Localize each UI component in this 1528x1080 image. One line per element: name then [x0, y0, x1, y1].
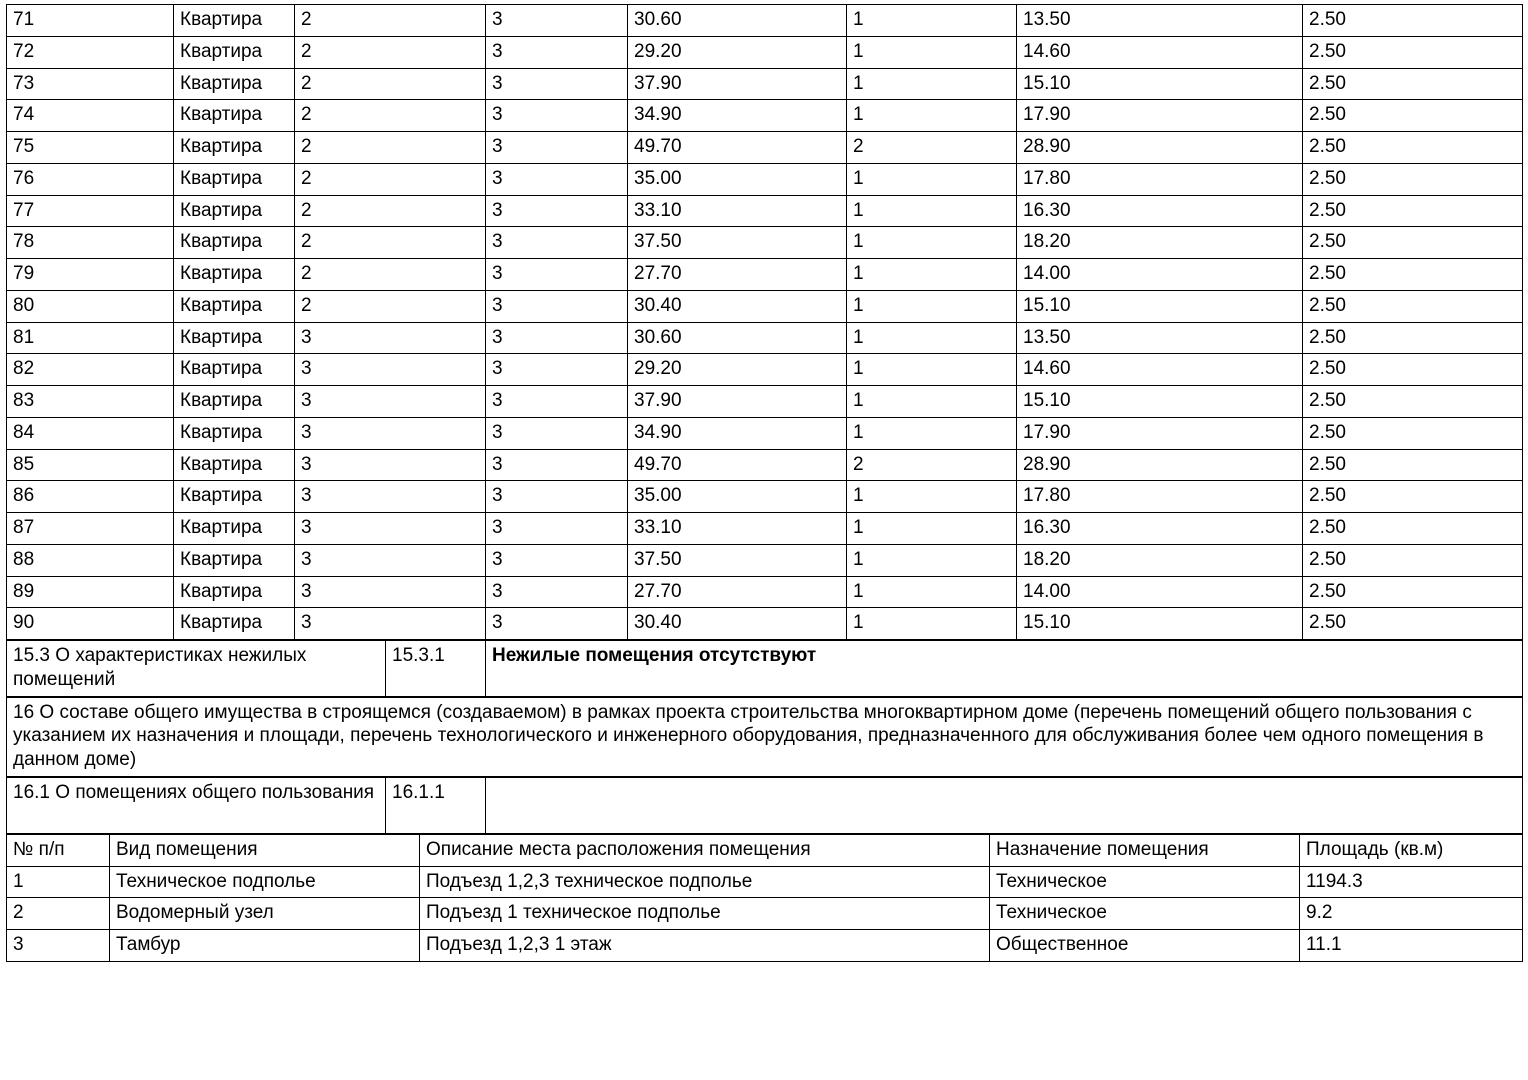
apartment-cell-floor: 3 — [486, 290, 628, 322]
apartment-cell-floor: 3 — [486, 576, 628, 608]
premise-cell-location: Подъезд 1,2,3 1 этаж — [420, 930, 990, 962]
apartment-cell-area_living: 18.20 — [1017, 544, 1303, 576]
common-premises-table — [6, 834, 1523, 962]
apartment-cell-floor: 3 — [486, 449, 628, 481]
apartment-cell-section: 3 — [295, 608, 486, 640]
apartment-cell-floor: 3 — [486, 417, 628, 449]
apartment-cell-area_living: 17.80 — [1017, 163, 1303, 195]
table-row — [7, 449, 1523, 481]
section-15-3-number: 15.3.1 — [386, 641, 486, 697]
apartment-cell-section: 2 — [295, 290, 486, 322]
apartment-cell-area_total: 37.90 — [628, 386, 847, 418]
apartment-cell-num: 75 — [7, 132, 174, 164]
apartment-cell-section: 2 — [295, 259, 486, 291]
apartment-cell-area_total: 30.60 — [628, 5, 847, 37]
col-header-location: Описание места расположения помещения — [420, 834, 990, 866]
apartment-cell-ceiling: 2.50 — [1303, 290, 1523, 322]
apartment-cell-rooms: 1 — [847, 354, 1017, 386]
section-15-3-table — [6, 640, 1523, 697]
col-header-num: № п/п — [7, 834, 110, 866]
premise-cell-area: 1194.3 — [1300, 866, 1523, 898]
apartment-cell-area_living: 17.90 — [1017, 100, 1303, 132]
apartment-cell-floor: 3 — [486, 322, 628, 354]
apartment-cell-ceiling: 2.50 — [1303, 576, 1523, 608]
table-row — [7, 481, 1523, 513]
apartment-cell-ceiling: 2.50 — [1303, 354, 1523, 386]
apartment-cell-num: 83 — [7, 386, 174, 418]
apartment-cell-area_total: 29.20 — [628, 36, 847, 68]
apartment-cell-area_living: 18.20 — [1017, 227, 1303, 259]
apartment-cell-type: Квартира — [174, 227, 295, 259]
apartment-cell-ceiling: 2.50 — [1303, 132, 1523, 164]
apartment-cell-section: 3 — [295, 354, 486, 386]
table-row — [7, 36, 1523, 68]
apartment-cell-num: 81 — [7, 322, 174, 354]
apartment-cell-area_total: 29.20 — [628, 354, 847, 386]
apartment-cell-ceiling: 2.50 — [1303, 195, 1523, 227]
apartment-cell-floor: 3 — [486, 481, 628, 513]
table-row — [7, 195, 1523, 227]
apartment-cell-type: Квартира — [174, 36, 295, 68]
apartment-cell-area_total: 49.70 — [628, 132, 847, 164]
apartment-cell-ceiling: 2.50 — [1303, 513, 1523, 545]
apartment-cell-floor: 3 — [486, 195, 628, 227]
apartment-cell-floor: 3 — [486, 608, 628, 640]
apartment-cell-type: Квартира — [174, 5, 295, 37]
apartment-cell-type: Квартира — [174, 481, 295, 513]
apartment-cell-type: Квартира — [174, 386, 295, 418]
apartment-cell-floor: 3 — [486, 513, 628, 545]
apartment-cell-rooms: 1 — [847, 290, 1017, 322]
apartment-cell-section: 3 — [295, 417, 486, 449]
apartment-cell-area_living: 14.00 — [1017, 259, 1303, 291]
apartment-cell-rooms: 1 — [847, 576, 1017, 608]
apartment-cell-area_total: 49.70 — [628, 449, 847, 481]
apartment-cell-area_total: 27.70 — [628, 259, 847, 291]
table-row — [7, 608, 1523, 640]
table-row — [7, 5, 1523, 37]
apartment-cell-section: 3 — [295, 481, 486, 513]
apartment-cell-ceiling: 2.50 — [1303, 5, 1523, 37]
apartment-cell-num: 90 — [7, 608, 174, 640]
apartment-cell-section: 2 — [295, 163, 486, 195]
apartment-cell-area_living: 14.60 — [1017, 36, 1303, 68]
table-row — [7, 68, 1523, 100]
apartment-cell-ceiling: 2.50 — [1303, 608, 1523, 640]
apartment-cell-num: 86 — [7, 481, 174, 513]
apartment-cell-section: 2 — [295, 5, 486, 37]
apartment-cell-ceiling: 2.50 — [1303, 386, 1523, 418]
apartment-cell-section: 3 — [295, 544, 486, 576]
apartment-cell-area_living: 15.10 — [1017, 290, 1303, 322]
apartment-cell-type: Квартира — [174, 449, 295, 481]
table-row — [7, 417, 1523, 449]
apartment-cell-num: 82 — [7, 354, 174, 386]
apartment-cell-type: Квартира — [174, 259, 295, 291]
premise-cell-purpose: Общественное — [990, 930, 1300, 962]
table-row — [7, 386, 1523, 418]
apartment-cell-num: 88 — [7, 544, 174, 576]
apartment-cell-floor: 3 — [486, 544, 628, 576]
apartment-cell-area_living: 14.60 — [1017, 354, 1303, 386]
apartment-cell-section: 2 — [295, 68, 486, 100]
apartment-cell-floor: 3 — [486, 36, 628, 68]
col-header-area: Площадь (кв.м) — [1300, 834, 1523, 866]
section-15-3-label: 15.3 О характеристиках нежилых помещений — [7, 641, 386, 697]
apartment-cell-area_living: 13.50 — [1017, 322, 1303, 354]
apartment-cell-ceiling: 2.50 — [1303, 100, 1523, 132]
table-row — [7, 227, 1523, 259]
apartment-cell-ceiling: 2.50 — [1303, 36, 1523, 68]
apartment-cell-area_total: 34.90 — [628, 417, 847, 449]
apartment-cell-area_living: 15.10 — [1017, 386, 1303, 418]
apartment-cell-rooms: 1 — [847, 608, 1017, 640]
apartment-cell-area_living: 17.90 — [1017, 417, 1303, 449]
common-premises-header-row — [7, 834, 1523, 866]
apartment-cell-section: 3 — [295, 576, 486, 608]
apartment-cell-area_living: 28.90 — [1017, 449, 1303, 481]
apartment-cell-rooms: 1 — [847, 417, 1017, 449]
premise-cell-location: Подъезд 1,2,3 техническое подполье — [420, 866, 990, 898]
table-row — [7, 322, 1523, 354]
table-row — [7, 513, 1523, 545]
apartment-cell-type: Квартира — [174, 68, 295, 100]
apartment-cell-rooms: 1 — [847, 195, 1017, 227]
apartment-cell-rooms: 1 — [847, 322, 1017, 354]
apartment-cell-section: 2 — [295, 100, 486, 132]
apartment-cell-type: Квартира — [174, 354, 295, 386]
section-16-1-label: 16.1 О помещениях общего пользования — [7, 777, 386, 833]
common-premises-rows — [7, 866, 1523, 961]
apartment-cell-type: Квартира — [174, 322, 295, 354]
apartment-cell-area_total: 35.00 — [628, 481, 847, 513]
apartment-cell-type: Квартира — [174, 608, 295, 640]
apartment-cell-area_living: 28.90 — [1017, 132, 1303, 164]
apartment-cell-floor: 3 — [486, 5, 628, 37]
apartment-cell-area_living: 15.10 — [1017, 68, 1303, 100]
section-16-1-table — [6, 777, 1523, 834]
apartment-cell-area_total: 30.40 — [628, 290, 847, 322]
apartment-cell-area_living: 15.10 — [1017, 608, 1303, 640]
apartment-cell-area_total: 37.50 — [628, 544, 847, 576]
apartment-cell-area_total: 27.70 — [628, 576, 847, 608]
apartment-cell-num: 78 — [7, 227, 174, 259]
apartment-cell-type: Квартира — [174, 195, 295, 227]
col-header-type: Вид помещения — [110, 834, 420, 866]
apartment-cell-section: 2 — [295, 132, 486, 164]
table-row — [7, 259, 1523, 291]
apartment-cell-rooms: 1 — [847, 5, 1017, 37]
apartment-cell-area_total: 33.10 — [628, 195, 847, 227]
table-row — [7, 354, 1523, 386]
apartment-cell-floor: 3 — [486, 100, 628, 132]
apartment-cell-num: 89 — [7, 576, 174, 608]
apartment-cell-area_living: 16.30 — [1017, 513, 1303, 545]
apartment-cell-section: 3 — [295, 449, 486, 481]
apartment-cell-floor: 3 — [486, 68, 628, 100]
premise-cell-area: 9.2 — [1300, 898, 1523, 930]
apartment-cell-type: Квартира — [174, 576, 295, 608]
apartment-cell-num: 80 — [7, 290, 174, 322]
apartment-cell-type: Квартира — [174, 417, 295, 449]
section-16-text: 16 О составе общего имущества в строящемся (создаваемом) в рамках проекта строительства многоквартирном доме (перечень помещений общего пользования с указанием их назначения и площади, перечень технологического и инженерного оборудования, предназначенного для обслуживания более чем одного помещения в данном доме) — [7, 697, 1523, 776]
apartment-cell-floor: 3 — [486, 163, 628, 195]
apartment-cell-floor: 3 — [486, 227, 628, 259]
apartment-cell-num: 87 — [7, 513, 174, 545]
apartment-cell-type: Квартира — [174, 100, 295, 132]
list-item — [7, 930, 1523, 962]
apartment-cell-rooms: 2 — [847, 132, 1017, 164]
apartment-cell-section: 3 — [295, 513, 486, 545]
section-16-table — [6, 697, 1523, 777]
list-item — [7, 866, 1523, 898]
list-item — [7, 898, 1523, 930]
premise-cell-purpose: Техническое — [990, 898, 1300, 930]
apartment-cell-area_total: 30.40 — [628, 608, 847, 640]
apartment-cell-section: 3 — [295, 322, 486, 354]
premise-cell-area: 11.1 — [1300, 930, 1523, 962]
apartment-cell-ceiling: 2.50 — [1303, 259, 1523, 291]
apartment-cell-rooms: 1 — [847, 481, 1017, 513]
col-header-purpose: Назначение помещения — [990, 834, 1300, 866]
apartment-cell-ceiling: 2.50 — [1303, 449, 1523, 481]
apartment-cell-area_total: 33.10 — [628, 513, 847, 545]
apartment-cell-ceiling: 2.50 — [1303, 68, 1523, 100]
apartment-cell-floor: 3 — [486, 132, 628, 164]
table-row — [7, 132, 1523, 164]
apartment-cell-section: 3 — [295, 386, 486, 418]
section-15-3-value: Нежилые помещения отсутствуют — [486, 641, 1523, 697]
apartment-cell-floor: 3 — [486, 386, 628, 418]
apartments-table — [6, 4, 1523, 640]
premise-cell-num: 1 — [7, 866, 110, 898]
apartment-cell-area_total: 37.90 — [628, 68, 847, 100]
apartment-cell-rooms: 1 — [847, 36, 1017, 68]
premise-cell-num: 3 — [7, 930, 110, 962]
apartment-cell-rooms: 1 — [847, 100, 1017, 132]
table-row — [7, 290, 1523, 322]
premise-cell-type: Тамбур — [110, 930, 420, 962]
apartment-cell-type: Квартира — [174, 132, 295, 164]
apartment-cell-num: 77 — [7, 195, 174, 227]
apartment-cell-rooms: 1 — [847, 386, 1017, 418]
apartment-cell-rooms: 1 — [847, 68, 1017, 100]
apartment-cell-section: 2 — [295, 227, 486, 259]
premise-cell-num: 2 — [7, 898, 110, 930]
table-row — [7, 576, 1523, 608]
apartment-cell-rooms: 1 — [847, 163, 1017, 195]
apartment-cell-rooms: 2 — [847, 449, 1017, 481]
apartment-cell-area_total: 37.50 — [628, 227, 847, 259]
section-16-1-empty — [486, 777, 1523, 833]
premise-cell-purpose: Техническое — [990, 866, 1300, 898]
apartment-cell-rooms: 1 — [847, 227, 1017, 259]
section-16-1-row — [7, 777, 1523, 833]
apartment-cell-ceiling: 2.50 — [1303, 417, 1523, 449]
table-row — [7, 163, 1523, 195]
apartment-cell-section: 2 — [295, 36, 486, 68]
apartment-cell-type: Квартира — [174, 163, 295, 195]
apartment-cell-num: 71 — [7, 5, 174, 37]
table-row — [7, 100, 1523, 132]
table-row — [7, 544, 1523, 576]
apartment-cell-ceiling: 2.50 — [1303, 322, 1523, 354]
apartments-rows — [7, 5, 1523, 640]
apartment-cell-num: 72 — [7, 36, 174, 68]
apartment-cell-area_living: 17.80 — [1017, 481, 1303, 513]
apartment-cell-area_total: 30.60 — [628, 322, 847, 354]
apartment-cell-floor: 3 — [486, 354, 628, 386]
apartment-cell-ceiling: 2.50 — [1303, 544, 1523, 576]
apartment-cell-type: Квартира — [174, 290, 295, 322]
apartment-cell-rooms: 1 — [847, 259, 1017, 291]
apartment-cell-rooms: 1 — [847, 544, 1017, 576]
apartment-cell-num: 85 — [7, 449, 174, 481]
apartment-cell-ceiling: 2.50 — [1303, 227, 1523, 259]
apartment-cell-num: 73 — [7, 68, 174, 100]
premise-cell-type: Техническое подполье — [110, 866, 420, 898]
premise-cell-type: Водомерный узел — [110, 898, 420, 930]
apartment-cell-area_total: 35.00 — [628, 163, 847, 195]
apartment-cell-num: 76 — [7, 163, 174, 195]
apartment-cell-area_living: 16.30 — [1017, 195, 1303, 227]
apartment-cell-ceiling: 2.50 — [1303, 163, 1523, 195]
apartment-cell-type: Квартира — [174, 544, 295, 576]
apartment-cell-num: 84 — [7, 417, 174, 449]
apartment-cell-area_living: 13.50 — [1017, 5, 1303, 37]
apartment-cell-section: 2 — [295, 195, 486, 227]
apartment-cell-num: 74 — [7, 100, 174, 132]
apartment-cell-num: 79 — [7, 259, 174, 291]
apartment-cell-ceiling: 2.50 — [1303, 481, 1523, 513]
apartment-cell-rooms: 1 — [847, 513, 1017, 545]
apartment-cell-type: Квартира — [174, 513, 295, 545]
apartment-cell-area_living: 14.00 — [1017, 576, 1303, 608]
section-15-3-row — [7, 641, 1523, 697]
apartment-cell-floor: 3 — [486, 259, 628, 291]
section-16-row — [7, 697, 1523, 776]
section-16-1-number: 16.1.1 — [386, 777, 486, 833]
apartment-cell-area_total: 34.90 — [628, 100, 847, 132]
premise-cell-location: Подъезд 1 техническое подполье — [420, 898, 990, 930]
